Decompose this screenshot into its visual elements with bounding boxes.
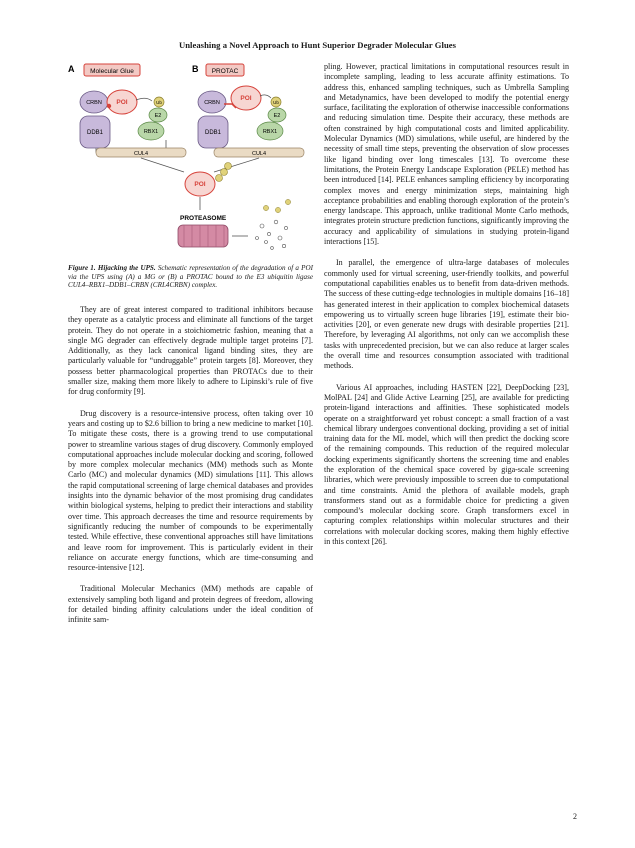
ub-chain-2 [221, 169, 228, 176]
e2-label-b: E2 [273, 113, 281, 119]
ddb1-label-a: DDB1 [86, 130, 104, 136]
ub-transfer-arrow-b [260, 95, 271, 98]
ub-chain-1 [216, 175, 223, 182]
paragraph: Traditional Molecular Mechanics (MM) methods are capable of extensively sampling both ligand and protein degrees of freedom, allowing for detailed binding affinity calculations under the ideal condition of infinite sam- [68, 584, 313, 625]
ub-chain-3 [225, 163, 232, 170]
protac-label: PROTAC [211, 68, 239, 75]
ub-transfer-arrow-a [136, 98, 152, 101]
poi-label-ubiquitinated: POI [194, 181, 206, 188]
paragraph: They are of great interest compared to traditional inhibitors because they operate as a catalytic process and eliminate all functions of the target protein. They do not operate in a stoichiometric fashion, meaning that a single MG degrader can effectively degrade multiple target proteins [7]. Additionally, as they lack canonical ligand binding sites, they are particularly valuable for “undruggable” protein targets [8]. Moreover, they possess better pharmacological properties than PROTACs due to their smaller size, making them more likely to adhere to Lipinski’s rule of five for drug conformity [9]. [68, 305, 313, 397]
caption-title: Hijacking the UPS. [97, 264, 156, 272]
panel-a-label: A [68, 64, 75, 74]
crbn-label-b: CRBN [204, 100, 220, 106]
flow-arrow-a [141, 158, 184, 172]
panel-b-label: B [192, 64, 199, 74]
poi-label-a: POI [116, 99, 128, 106]
caption-label: Figure 1. [68, 264, 96, 272]
poi-label-b: POI [240, 95, 252, 102]
paragraph: In parallel, the emergence of ultra-large databases of molecules commonly used for virtual screening, user-friendly toolkits, and powerful computational capabilities enables us to benefit from data-driven methods. The success of these cutting-edge technologies in multiple domains [16–18] has generated interest in their application to complex biochemical datasets empowering us to virtually screen huge libraries [19], estimate their bio-activities [20], or even generate new drugs with desirable properties [21]. Therefore, by leveraging AI algorithms, not only can we accomplish these tasks with unprecedented precision, but we can also reduce at larger scales the overall time and resources consumption associated with traditional methods. [324, 258, 569, 371]
rbx1-label-a: RBX1 [143, 129, 159, 135]
paragraph: Drug discovery is a resource-intensive process, often taking over 10 years and costing up to $2.6 billion to bring a new medicine to market [10]. To mitigate these costs, there is a growing trend to use computational power to streamline various stages of drug discovery. Commonly employed computational approaches include molecular docking and scoring, followed by more complex molecular mechanics (MM) methods such as Monte Carlo (MC) and molecular dynamics (MD) simulations [11]. This allows the rapid computational screening of large chemical databases and provides insights into the dynamic behavior of the most promising drug candidates within biological systems, helping to predict their interactions and stability over time. This approach decreases the time and resource requirements by significantly reducing the number of compounds to be experimentally tested. While effective, these conventional approaches still have limitations and leave room for improvement. This is particularly evident in their reliance on accurate energy functions, which are time-consuming and resource-intensive [12]. [68, 408, 313, 573]
figure-1-schematic [66, 60, 316, 260]
cul4-label-b: CUL4 [251, 151, 267, 157]
flow-arrow-b [214, 158, 259, 172]
paragraph: Various AI approaches, including HASTEN [22], DeepDocking [23], MolPAL [24] and Glide Active Learning [25], are available for predicting protein-ligand interactions and affinities. These sophisticated models operate on a straightforward yet robust concept: a small fraction of a vast chemical library undergoes conventional docking, providing a set of initial training data for the ML model, which will then predict the docking score of the remaining compounds. This reduction of the required molecular docking experiments significantly shortens the screening time and enables the exploration of the chemical space covered by giga-scale screening libraries, which were previously impossible to screen due to computational and time constraints. Amid the plethora of available models, graph transformers stand out as a formidable choice for predicting a given compound’s molecular docking score. Graph transformers excel in capturing complex relationships within molecular structures and their correlations with molecular docking scores, making them highly effective in this context [26]. [324, 382, 569, 547]
ub-label-b: Ub [273, 100, 279, 105]
paragraph: pling. However, practical limitations in computational resources result in incomplete sampling, leading to less accurate affinity estimations. To address this, enhanced sampling techniques, such as Umbrella Sampling and Metadynamics, have been developed to modify the potential energy surface, facilitating the exploration of otherwise inaccessible conformations and reducing simulation time. Despite their accuracy, these methods are often constrained by high computational costs and limited applicability. Molecular Dynamics (MD) simulations, while useful, are hindered by the necessity of small time steps, preventing the observation of slow processes like ligand binding over long timescales [13]. To overcome these limitations, the Protein Energy Landscape Exploration (PELE) method has been introduced [14]. PELE enhances sampling efficiency by incorporating complex moves and energy minimization steps, maintaining high acceptance probabilities and enabling thorough exploration of the protein’s energy landscape. This approach, unlike traditional Monte Carlo methods, integrates protein structure prediction functions, significantly improving the accuracy and applicability of simulations in studying protein-ligand interactions [15]. [324, 62, 569, 247]
free-ubiquitin [263, 199, 290, 212]
rbx1-label-b: RBX1 [262, 129, 278, 135]
molecular-glue-label: Molecular Glue [90, 68, 134, 75]
figure-caption [68, 264, 313, 290]
e2-label-a: E2 [154, 113, 162, 119]
left-column [68, 305, 313, 637]
page-number: 2 [573, 812, 577, 821]
ub-label-a: Ub [156, 100, 162, 105]
peptide-fragments [256, 220, 288, 249]
right-column [324, 62, 569, 558]
proteasome-label: PROTEASOME [180, 215, 227, 222]
running-header: Unleashing a Novel Approach to Hunt Superior Degrader Molecular Glues [178, 40, 457, 50]
glue-molecule [107, 104, 111, 108]
ddb1-label-b: DDB1 [204, 130, 222, 136]
proteasome-shape [178, 225, 228, 247]
crbn-label-a: CRBN [86, 100, 102, 106]
cul4-label-a: CUL4 [133, 151, 149, 157]
caption-text: Schematic representation of the degradation of a POI via the UPS using (A) a MG or (B) a PROTAC bound to the E3 ubiquitin ligase CUL4–RBX1–DDB1–CRBN (CRL4CRBN) complex. [68, 264, 313, 290]
